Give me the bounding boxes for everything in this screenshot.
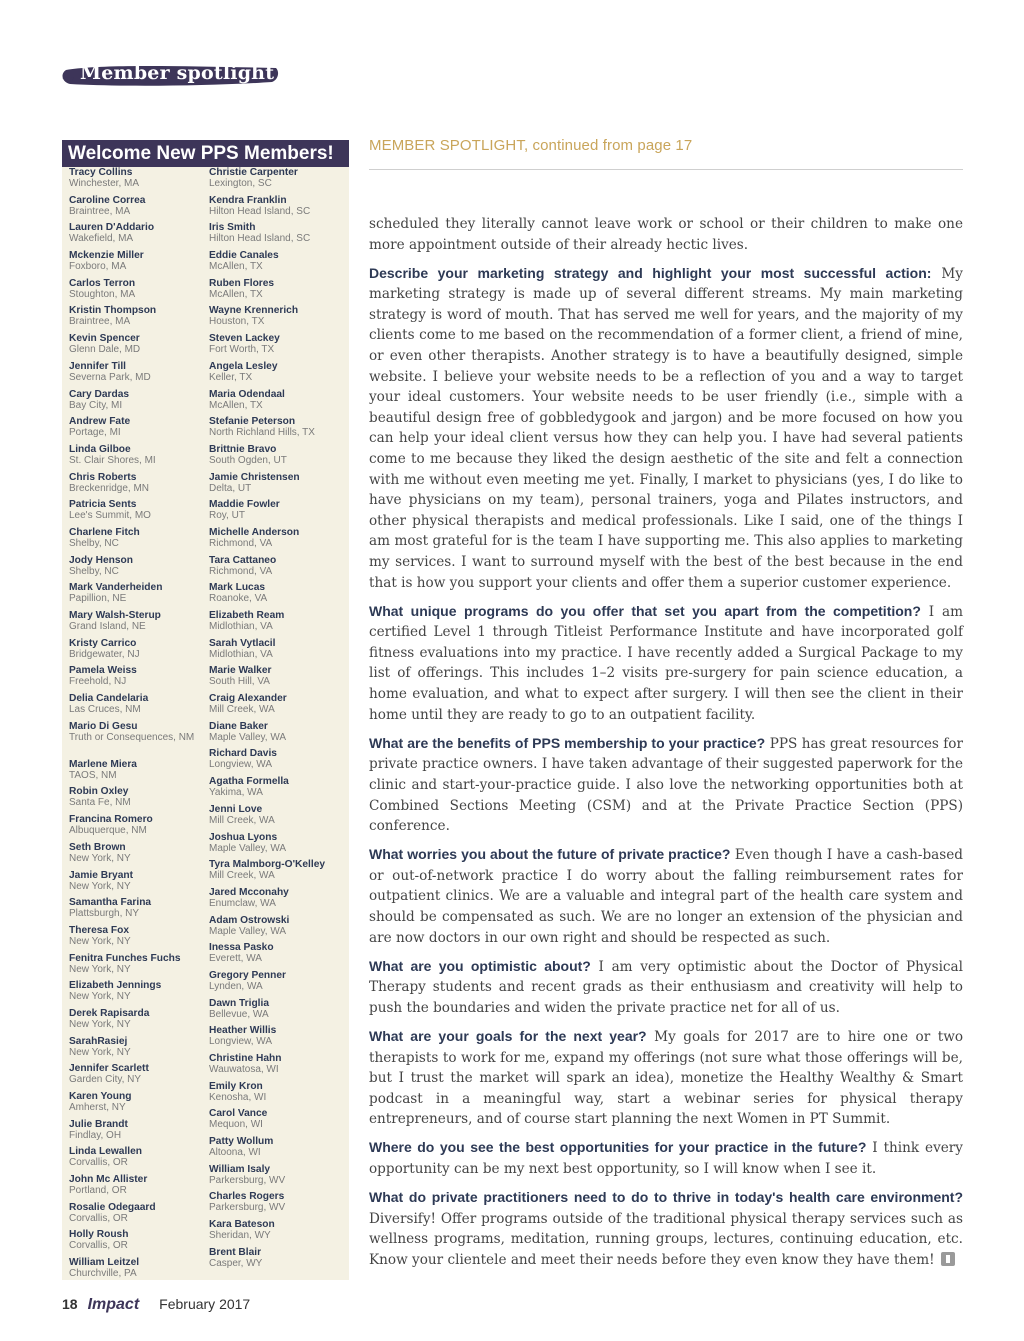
member-entry [69, 814, 209, 842]
member-location: Hilton Head Island, SC [209, 205, 311, 217]
member-name: Holly Roush [69, 1229, 129, 1241]
member-entry [69, 1091, 209, 1119]
member-name: Kara Bateson [209, 1219, 275, 1231]
member-name: Jared Mcconahy [209, 886, 289, 898]
answer: My marketing strategy is made up of several different streams. My main marketing strategy is word of mouth. That has served me well for years, and the majority of my clients come to me based on the recommendation of a former client, a friend of mine, or even other therapists. Another strategy is to have a beautifully designed, simple website. I believe your website needs to be a reflection of you and a way to target your ideal customers. Your website needs to be user friendly (i.e., simple with a beautiful design free of gobbledygook and jargon) and be more focused on how you can help your ideal client versus how they can help you. I have had several patients come to me because they liked the design aesthetic of the site and felt a connection with me without even meeting me yet. Finally, I market to physicians (yes, I do like to have physicians on my team), personal trainers, yoga and Pilates instructors, and other physical therapists and medical professionals. Like I said, one of the things I am most grateful for is the team I have supporting me. This also applies to marketing my services. I want to surround myself with the best of the best because in the end that is how you support your clients and offer them a superior customer experience. [369, 265, 963, 591]
member-name: Linda Lewallen [69, 1146, 143, 1158]
member-name: Carlos Terron [69, 277, 136, 289]
member-name: Seth Brown [69, 841, 126, 853]
member-location: South Ogden, UT [209, 454, 287, 466]
member-name: John Mc Allister [69, 1174, 148, 1186]
member-location: New York, NY [69, 963, 131, 975]
member-location: Las Cruces, NM [69, 704, 141, 716]
member-entry [209, 333, 349, 361]
member-entry [69, 953, 209, 981]
answer: Even though I have a cash-based or out-of-network practice I do worry about the falling reimbursement rates for outpatient clinics. We are a valuable and integral part of the health care system and should be compensated as such. We are no longer an extension of the physician and are now doctors in our own right and should be respected as such. [369, 847, 963, 946]
member-name: Jennifer Till [69, 360, 126, 372]
member-location: Fort Worth, TX [209, 344, 275, 356]
member-entry [69, 361, 209, 389]
member-entry [209, 804, 349, 832]
member-location: Breckenridge, MN [69, 482, 150, 494]
member-location: Altoona, WI [209, 1147, 261, 1159]
member-name: Charles Rogers [209, 1191, 285, 1203]
member-entry [209, 693, 349, 721]
member-location: Portage, MI [69, 427, 121, 439]
member-entry [209, 1053, 349, 1081]
member-entry [69, 759, 209, 787]
member-entry [69, 333, 209, 361]
question: What do private practitioners need to do to thrive in today's health care environment? [369, 1189, 963, 1206]
member-entry [209, 250, 349, 278]
sidebar-title: Welcome New PPS Members! [62, 140, 349, 167]
new-members-sidebar [62, 140, 349, 1280]
member-entry [69, 250, 209, 278]
member-entry [209, 472, 349, 500]
answer: I think every opportunity can be my next best opportunity, so I will know when I see it. [369, 1140, 963, 1178]
member-name: William Isaly [209, 1163, 271, 1175]
question: What are your goals for the next year? [369, 1027, 647, 1044]
magazine-name: Impact [87, 1296, 140, 1313]
member-name: Cary Dardas [69, 388, 130, 400]
member-location: Longview, WA [209, 759, 272, 771]
member-location: Parkersburg, WV [209, 1202, 286, 1214]
member-name: William Leitzel [69, 1257, 140, 1269]
member-location: Corvallis, OR [69, 1157, 128, 1169]
continued-note: MEMBER SPOTLIGHT, continued from page 17 [369, 137, 693, 154]
member-entry [209, 582, 349, 610]
question: Describe your marketing strategy and highlight your most successful action: [369, 264, 932, 281]
member-entry [209, 832, 349, 860]
member-entry [69, 786, 209, 814]
member-entry [209, 1164, 349, 1192]
member-location: Mill Creek, WA [209, 704, 275, 716]
member-location: Midlothian, VA [209, 648, 273, 660]
answer: I am certified Level 1 through Titleist Performance Institute and have incorporated golf fitness evaluations into my practice. I have recently added a Surgical Package to my list of offerings. This includes 1–2 visits pre-surgery for pain science education, a home evaluation, and what to expect after surgery. I will then see the client in their home until they are ready to go to an outpatient facility. [369, 603, 963, 723]
member-location: Glenn Dale, MD [69, 344, 141, 356]
member-location: Severna Park, MD [69, 371, 151, 383]
answer: I am very optimistic about the Doctor of Physical Therapy students and recent grads as their enthusiasm and creativity will help to push the boundaries and widen the private practice net for all of us. [369, 958, 963, 1016]
member-location: Roanoke, VA [209, 593, 268, 605]
member-location: Mequon, WI [209, 1119, 263, 1131]
member-name: Gregory Penner [209, 969, 286, 981]
member-entry [69, 638, 209, 666]
member-name: Caroline Correa [69, 194, 146, 206]
answer: My goals for 2017 are to hire one or two therapists to work for me, expand my offerings (not sure what those offerings will be, but I trust the market will spark an idea), monetize the Healthy Wealthy & Smart podcast in a meaningful way, start a webinar series for physical therapy entrepreneurs, and of course start planning the next Women in PT Summit. [369, 1028, 964, 1128]
member-entry [209, 1219, 349, 1247]
member-name: Joshua Lyons [209, 831, 278, 843]
member-name: Wayne Krennerich [209, 305, 299, 317]
member-name: Mckenzie Miller [69, 250, 144, 262]
member-entry [209, 527, 349, 555]
member-location: Casper, WY [209, 1257, 263, 1269]
member-name: Kristy Carrico [69, 637, 137, 649]
member-name: Samantha Farina [69, 897, 152, 909]
member-entry [69, 1146, 209, 1174]
member-location: Portland, OR [69, 1185, 127, 1197]
member-name: Mary Walsh-Sterup [69, 610, 161, 621]
member-location: South Hill, VA [209, 676, 270, 688]
member-name: Karen Young [69, 1091, 132, 1102]
member-location: Braintree, MA [69, 316, 131, 328]
member-name: Kendra Franklin [209, 194, 287, 206]
member-entry [209, 998, 349, 1026]
members-column-left [69, 167, 209, 1285]
member-name: Patricia Sents [69, 499, 137, 511]
member-entry [209, 555, 349, 583]
member-entry [69, 472, 209, 500]
page-number: 18 [62, 1296, 78, 1312]
member-location: TAOS, NM [69, 769, 117, 781]
member-name: Jennifer Scarlett [69, 1063, 149, 1075]
member-name: Christie Carpenter [209, 167, 298, 178]
member-name: Kevin Spencer [69, 333, 140, 345]
member-name: Elizabeth Jennings [69, 980, 162, 992]
member-name: Dawn Triglia [209, 997, 270, 1009]
member-name: Derek Rapisarda [69, 1007, 150, 1019]
member-name: Stefanie Peterson [209, 416, 296, 428]
member-entry [69, 610, 209, 638]
member-entry [209, 610, 349, 638]
member-entry [69, 665, 209, 693]
qa-paragraph [369, 1137, 963, 1179]
member-location: Shelby, NC [69, 537, 119, 549]
member-location: Richmond, VA [209, 537, 273, 549]
member-entry [209, 1025, 349, 1053]
member-location: Maple Valley, WA [209, 842, 287, 854]
member-name: Andrew Fate [69, 416, 131, 428]
member-location: Plattsburgh, NY [69, 908, 140, 920]
answer: PPS has great resources for private practice owners. I have taken advantage of their suggested paperwork for the clinic and start-your-practice guide. I also love the networking opportunities both at Combined Sections Meeting (CSM) and at the Private Practice Section (PPS) conference. [369, 735, 963, 835]
member-name: Emily Kron [209, 1080, 263, 1092]
member-location: Everett, WA [209, 953, 262, 965]
member-name: Elizabeth Ream [209, 610, 285, 621]
member-name: Ruben Flores [209, 277, 275, 289]
member-location: Papillion, NE [69, 593, 127, 605]
member-name: Michelle Anderson [209, 526, 300, 538]
member-entry [69, 1257, 209, 1285]
member-location: Midlothian, VA [209, 621, 273, 632]
member-location: Lynden, WA [209, 980, 263, 992]
member-location: Mill Creek, WA [209, 814, 275, 826]
member-entry [69, 1008, 209, 1036]
member-name: Jenni Love [209, 803, 263, 815]
member-entry [69, 1229, 209, 1257]
member-name: Robin Oxley [69, 786, 129, 798]
member-location: Yakima, WA [209, 787, 263, 799]
member-location: Wakefield, MA [69, 233, 134, 245]
banner-title: Member spotlight [80, 62, 275, 84]
member-location: Foxboro, MA [69, 261, 127, 273]
member-entry [69, 980, 209, 1008]
member-entry [209, 195, 349, 223]
qa-paragraph [369, 601, 963, 726]
member-entry [69, 1202, 209, 1230]
member-entry [209, 915, 349, 943]
member-location: McAllen, TX [209, 399, 263, 411]
member-location: Truth or Consequences, NM [69, 731, 195, 743]
member-location: Stoughton, MA [69, 288, 136, 300]
question: What are the benefits of PPS membership to your practice? [369, 734, 766, 751]
member-entry [209, 942, 349, 970]
qa-paragraph [369, 1187, 963, 1270]
member-name: Steven Lackey [209, 333, 280, 345]
member-location: Bay City, MI [69, 399, 123, 411]
member-entry [209, 665, 349, 693]
member-location: Freehold, NJ [69, 676, 127, 688]
member-name: Julie Brandt [69, 1118, 128, 1130]
members-list [62, 167, 349, 1285]
member-location: McAllen, TX [209, 288, 263, 300]
member-location: Sheridan, WY [209, 1230, 271, 1242]
page-footer [62, 1296, 250, 1316]
member-name: Maria Odendaal [209, 388, 285, 400]
member-location: St. Clair Shores, MI [69, 454, 156, 466]
member-name: Iris Smith [209, 222, 256, 234]
member-location: New York, NY [69, 880, 131, 892]
member-entry [69, 582, 209, 610]
end-mark-icon [941, 1252, 955, 1266]
member-name: Tara Cattaneo [209, 554, 277, 566]
question: What worries you about the future of private practice? [369, 846, 731, 863]
member-location: Parkersburg, WV [209, 1174, 286, 1186]
member-entry [209, 1081, 349, 1109]
member-name: Jamie Bryant [69, 869, 133, 881]
member-entry [209, 305, 349, 333]
member-name: Chris Roberts [69, 471, 137, 483]
member-entry [69, 278, 209, 306]
member-location: New York, NY [69, 1046, 131, 1058]
qa-paragraph [369, 263, 963, 594]
member-location: Corvallis, OR [69, 1212, 128, 1224]
issue-date: February 2017 [159, 1296, 251, 1312]
member-entry [209, 389, 349, 417]
qa-paragraph [369, 956, 963, 1019]
member-location: Albuquerque, NM [69, 825, 147, 837]
member-entry [209, 1247, 349, 1275]
member-location: Lexington, SC [209, 178, 272, 189]
member-name: Delia Candelaria [69, 693, 149, 705]
member-entry [209, 859, 349, 887]
member-entry [69, 1174, 209, 1202]
member-location: Longview, WA [209, 1036, 272, 1048]
member-name: Mark Lucas [209, 582, 266, 594]
member-entry [69, 842, 209, 870]
member-entry [209, 416, 349, 444]
member-name: Pamela Weiss [69, 665, 137, 677]
member-name: Richard Davis [209, 748, 277, 760]
members-column-right [209, 167, 349, 1285]
member-entry [209, 361, 349, 389]
member-entry [209, 1136, 349, 1164]
member-location: Grand Island, NE [69, 621, 146, 632]
member-entry [69, 693, 209, 721]
member-location: Santa Fe, NM [69, 797, 131, 809]
member-entry [209, 970, 349, 998]
member-name: Brittnie Bravo [209, 443, 277, 455]
member-name: Mario Di Gesu [69, 720, 138, 732]
member-name: Kristin Thompson [69, 305, 157, 317]
member-name: Marlene Miera [69, 758, 137, 770]
member-location: Garden City, NY [69, 1074, 142, 1086]
member-name: Charlene Fitch [69, 526, 140, 538]
member-name: Tyra Malmborg-O'Kelley [209, 859, 326, 871]
member-name: Lauren D'Addario [69, 222, 155, 234]
member-entry [69, 499, 209, 527]
member-entry [209, 748, 349, 776]
qa-paragraph [369, 844, 963, 948]
member-location: Winchester, MA [69, 178, 140, 189]
member-name: Brent Blair [209, 1246, 262, 1258]
member-entry [69, 1063, 209, 1091]
member-location: Bellevue, WA [209, 1008, 269, 1020]
answer: Diversify! Offer programs outside of the traditional physical therapy services such as wellness programs, meditation, running groups, lectures, continuing education, etc. Know your clientele and meet their needs before they even know they have them! [369, 1210, 963, 1268]
member-entry [209, 222, 349, 250]
member-entry [69, 305, 209, 333]
member-entry [69, 925, 209, 953]
article-body [369, 214, 963, 1278]
member-entry [69, 444, 209, 472]
question: Where do you see the best opportunities for your practice in the future? [369, 1139, 867, 1156]
member-name: Diane Baker [209, 720, 268, 732]
member-name: SarahRasiej [69, 1035, 128, 1047]
member-location: Shelby, NC [69, 565, 119, 577]
member-entry [209, 887, 349, 915]
member-name: Agatha Formella [209, 776, 289, 788]
member-entry [69, 1036, 209, 1064]
member-location: Bridgewater, NJ [69, 648, 140, 660]
member-entry [69, 167, 209, 195]
member-entry [69, 222, 209, 250]
member-name: Craig Alexander [209, 693, 287, 705]
member-entry [209, 1191, 349, 1219]
member-name: Carol Vance [209, 1108, 268, 1120]
member-location: Mill Creek, WA [209, 870, 275, 882]
member-name: Francina Romero [69, 814, 153, 826]
qa-list [369, 263, 963, 1271]
qa-paragraph [369, 1026, 963, 1130]
section-banner [62, 60, 280, 90]
member-name: Angela Lesley [209, 360, 278, 372]
member-location: Churchville, PA [69, 1268, 137, 1280]
member-name: Tracy Collins [69, 167, 133, 178]
question: What are you optimistic about? [369, 957, 591, 974]
member-entry [209, 444, 349, 472]
member-entry [69, 416, 209, 444]
member-location: Braintree, MA [69, 205, 131, 217]
member-entry [209, 167, 349, 195]
member-name: Sarah Vytlacil [209, 637, 276, 649]
member-location: New York, NY [69, 991, 131, 1003]
qa-paragraph [369, 733, 963, 837]
member-location: Maple Valley, WA [209, 925, 287, 937]
member-name: Adam Ostrowski [209, 914, 290, 926]
member-entry [209, 638, 349, 666]
member-name: Jody Henson [69, 554, 133, 566]
divider [369, 169, 963, 170]
member-entry [69, 389, 209, 417]
member-location: Richmond, VA [209, 565, 273, 577]
member-location: North Richland Hills, TX [209, 427, 315, 439]
member-name: Marie Walker [209, 665, 272, 677]
member-location: New York, NY [69, 935, 131, 947]
member-location: New York, NY [69, 852, 131, 864]
member-name: Rosalie Odegaard [69, 1201, 156, 1213]
member-name: Theresa Fox [69, 924, 130, 936]
member-location: Corvallis, OR [69, 1240, 128, 1252]
member-location: Amherst, NY [69, 1102, 126, 1113]
member-location: Keller, TX [209, 371, 253, 383]
question: What unique programs do you offer that set you apart from the competition? [369, 602, 921, 619]
member-entry [69, 897, 209, 925]
member-location: Houston, TX [209, 316, 265, 328]
member-location: Kenosha, WI [209, 1091, 267, 1103]
member-name: Heather Willis [209, 1025, 277, 1037]
member-name: Eddie Canales [209, 250, 279, 262]
member-entry [69, 555, 209, 583]
member-location: Wauwatosa, WI [209, 1064, 279, 1075]
member-entry [209, 1108, 349, 1136]
member-name: Mark Vanderheiden [69, 582, 163, 594]
member-location: Enumclaw, WA [209, 897, 276, 909]
member-location: Lee's Summit, MO [69, 510, 151, 522]
member-entry [209, 499, 349, 527]
member-name: Patty Wollum [209, 1136, 274, 1148]
member-name: Christine Hahn [209, 1053, 282, 1064]
member-name: Jamie Christensen [209, 471, 300, 483]
member-entry [69, 1119, 209, 1147]
member-location: Maple Valley, WA [209, 731, 287, 743]
member-location: Findlay, OH [69, 1129, 122, 1141]
member-entry [209, 776, 349, 804]
member-entry [69, 721, 209, 759]
member-entry [69, 195, 209, 223]
member-name: Fenitra Funches Fuchs [69, 952, 181, 964]
member-location: New York, NY [69, 1018, 131, 1030]
member-entry [69, 527, 209, 555]
member-name: Linda Gilboe [69, 443, 131, 455]
member-location: Hilton Head Island, SC [209, 233, 311, 245]
member-location: McAllen, TX [209, 261, 263, 273]
member-name: Inessa Pasko [209, 942, 274, 954]
member-entry [69, 870, 209, 898]
member-location: Roy, UT [209, 510, 245, 522]
member-entry [209, 278, 349, 306]
member-entry [209, 721, 349, 749]
member-name: Maddie Fowler [209, 499, 280, 511]
intro-paragraph: scheduled they literally cannot leave work or school or their children to make one more appointment outside of their already hectic lives. [369, 216, 963, 253]
member-location: Delta, UT [209, 482, 252, 494]
